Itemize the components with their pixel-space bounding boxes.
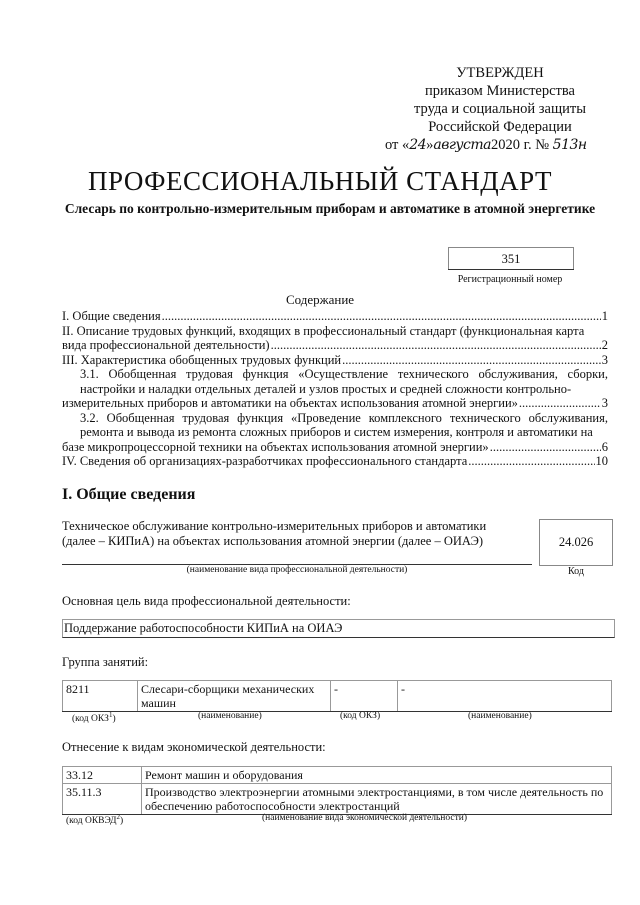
okved-caption: (код ОКВЭД$^2$) [66,813,124,827]
occ-caption: (код ОКЗ$^1$) [72,711,116,725]
group-label: Группа занятий: [62,655,149,669]
toc-item[interactable]: IV. Сведения об организациях-разработчиках профессионального стандарта ..... 10 [62,454,608,469]
approval-line: труда и социальной защиты [414,101,586,117]
activity-caption: (наименование вида профессиональной деятельности) [186,565,408,575]
table-row [63,767,612,784]
occ-caption: (код ОКЗ) [340,711,381,721]
toc-item[interactable]: II. Описание трудовых функций, входящих в профессиональный стандарт (функциональная карта вида профессиональной деятельности) ..... 2 [62,324,608,353]
approval-title: УТВЕРЖДЕН [456,65,544,81]
table-row [63,784,612,815]
okz-code: 8211 [63,681,138,712]
okved-code: 33.12 [63,767,142,784]
okved-label: Отнесение к видам экономической деятельности: [62,740,326,754]
table-row [63,681,612,712]
okz-code: - [331,681,398,712]
occupation-table [62,680,612,712]
approval-line: Российской Федерации [428,119,572,135]
order-month-handwritten: августа [433,137,492,153]
activity-code: 24.026 [539,519,613,566]
registration-number: 351 [448,247,574,270]
table-of-contents [62,309,608,469]
okved-table [62,766,612,815]
contents-heading: Содержание [285,292,355,307]
okved-code: 35.11.3 [63,784,142,815]
order-line: от «24»августа2020 г. № 513н [385,137,587,153]
okved-caption: (наименование вида экономической деятельности) [262,813,467,823]
toc-subitem[interactable]: 3.2. Обобщенная трудовая функция «Проведение комплексного технического обслуживания, ремонта и вывода из ремонта сложных приборов и систем измерения, контроля и автоматики на базе микропроцессорной техники на объектах использования атомной энергии» ..... 6 [62,411,608,455]
code-caption: Код [568,566,584,577]
document-title: ПРОФЕССИОНАЛЬНЫЙ СТАНДАРТ [87,166,553,196]
order-day-handwritten: 24 [409,137,427,153]
registration-label: Регистрационный номер [457,274,563,285]
document-subtitle: Слесарь по контрольно-измерительным приборам и автоматике в атомной энергетике [64,201,596,216]
approval-block [385,64,615,154]
okz-name: - [398,681,612,712]
okz-name: Слесари-сборщики механических машин [138,681,331,712]
toc-item[interactable]: III. Характеристика обобщенных трудовых функций ..... 3 [62,353,608,368]
occ-caption: (наименование) [198,711,262,721]
occ-caption: (наименование) [468,711,532,721]
section-heading: I. Общие сведения [62,486,196,503]
okved-name: Производство электроэнергии атомными электростанциями, в том числе деятельность по обеспечению работоспособности электростанций [142,784,612,815]
toc-item[interactable]: I. Общие сведения ..... 1 [62,309,608,324]
goal-value: Поддержание работоспособности КИПиА на ОИАЭ [62,619,615,638]
okved-name: Ремонт машин и оборудования [142,767,612,784]
goal-label: Основная цель вида профессиональной деятельности: [62,594,351,608]
order-number-handwritten: 513н [552,137,587,153]
registration-underline [448,269,574,270]
toc-subitem[interactable]: 3.1. Обобщенная трудовая функция «Осуществление технического обслуживания, сборки, настройки и наладки отдельных деталей и узлов простых и средней сложности контрольно- измерительных приборов и автоматики на объектах использования атомной энергии» ..... 3 [62,367,608,411]
activity-name: Техническое обслуживание контрольно-измерительных приборов и автоматики (далее – КИПиА) на объектах использования атомной энергии (далее – ОИАЭ) [62,519,487,548]
approval-line: приказом Министерства [425,83,575,99]
